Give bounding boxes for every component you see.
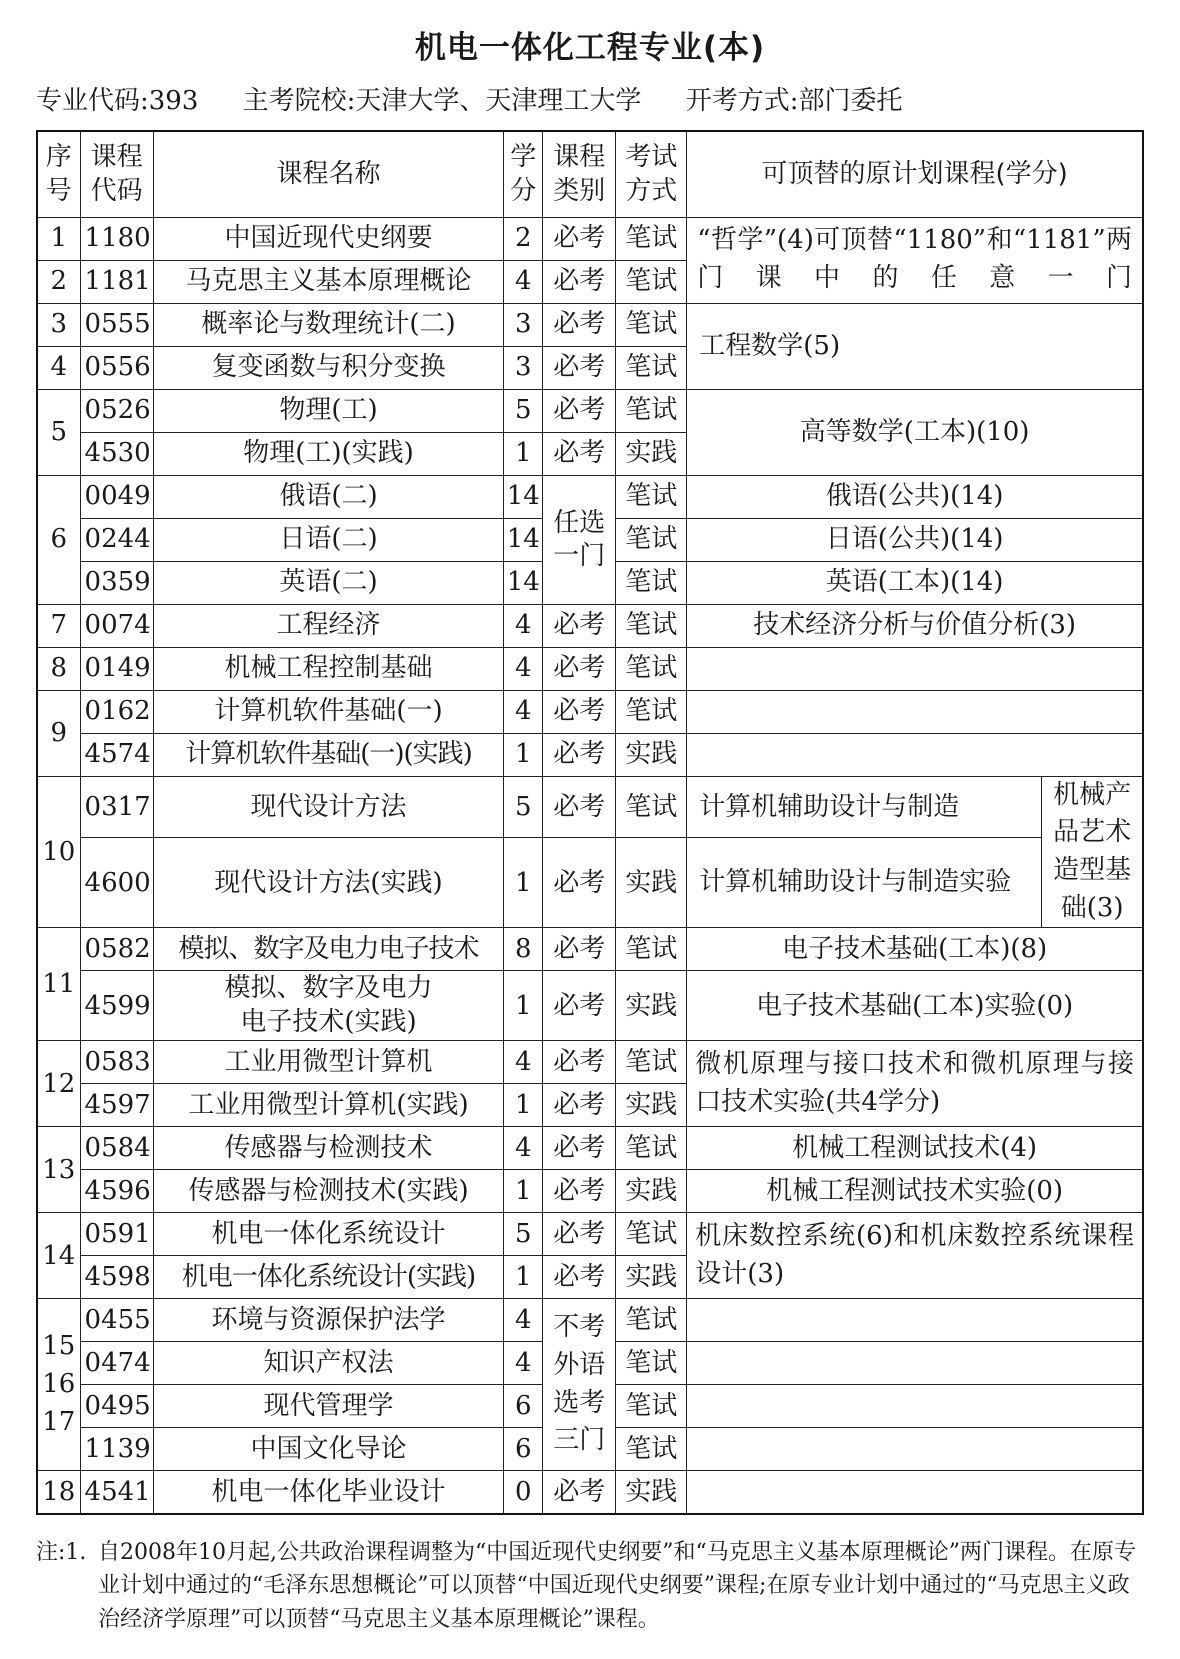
code-cell: 1181: [80, 260, 153, 303]
name-cell: 俄语(二): [153, 475, 504, 518]
type-cell: 必考: [543, 432, 616, 475]
code-cell: 1139: [80, 1428, 153, 1471]
name-cell: 中国文化导论: [153, 1428, 504, 1471]
credit-cell: 3: [504, 346, 543, 389]
replace-cell-empty: [687, 647, 1143, 690]
credit-cell: 5: [504, 1213, 543, 1256]
credit-cell: 5: [504, 776, 543, 838]
header-exam: 考试方式: [616, 131, 687, 217]
replace-cell-empty: [687, 690, 1143, 733]
replace-cell-empty: [687, 1342, 1143, 1385]
footnote-text: 自2008年10月起,公共政治课程调整为“中国近现代史纲要”和“马克思主义基本原理概论”两门课程。在原专业计划中通过的“毛泽东思想概论”可以顶替“中国近现代史纲要”课程;在原专业计划中通过的“马克思主义政治经济学原理”可以顶替“马克思主义基本原理概论”课程。: [98, 1540, 1136, 1632]
exam-cell: 笔试: [616, 303, 687, 346]
name-cell: 现代管理学: [153, 1385, 504, 1428]
type-cell: 必考: [543, 604, 616, 647]
code-cell: 4600: [80, 838, 153, 928]
credit-cell: 14: [504, 475, 543, 518]
name-line: 电子技术(实践): [240, 1006, 417, 1037]
seq-cell: 14: [37, 1213, 80, 1299]
exam-cell: 实践: [616, 838, 687, 928]
exam-cell: 笔试: [616, 1299, 687, 1342]
seq-cell: 2: [37, 260, 80, 303]
seq-cell: 13: [37, 1127, 80, 1213]
exam-cell: 实践: [616, 1256, 687, 1299]
exam-cell: 实践: [616, 1471, 687, 1514]
name-cell: 机械工程控制基础: [153, 647, 504, 690]
credit-cell: 1: [504, 1170, 543, 1213]
code-cell: 0584: [80, 1127, 153, 1170]
credit-cell: 1: [504, 733, 543, 776]
type-cell: 必考: [543, 1127, 616, 1170]
credit-cell: 4: [504, 260, 543, 303]
code-cell: 4574: [80, 733, 153, 776]
seq-cell: 12: [37, 1041, 80, 1127]
table-row: [37, 1299, 1143, 1342]
credit-cell: 4: [504, 1041, 543, 1084]
code-cell: 0455: [80, 1299, 153, 1342]
exam-cell: 笔试: [616, 690, 687, 733]
code-cell: 0359: [80, 561, 153, 604]
exam-cell: 笔试: [616, 604, 687, 647]
exam-cell: 笔试: [616, 928, 687, 971]
exam-cell: 实践: [616, 971, 687, 1041]
code-cell: 0582: [80, 928, 153, 971]
name-cell: 工业用微型计算机(实践): [153, 1084, 504, 1127]
table-row: [37, 1041, 1143, 1084]
name-cell: 工业用微型计算机: [153, 1041, 504, 1084]
course-table: [36, 130, 1144, 1515]
replace-cell: 计算机辅助设计与制造实验: [687, 838, 1042, 928]
credit-cell: 6: [504, 1428, 543, 1471]
type-cell: 必考: [543, 1213, 616, 1256]
table-row: [37, 690, 1143, 733]
code-cell: 4599: [80, 971, 153, 1041]
name-cell: 复变函数与积分变换: [153, 346, 504, 389]
replace-cell-empty: [687, 1385, 1143, 1428]
type-cell: 必考: [543, 303, 616, 346]
seq-cell: 18: [37, 1471, 80, 1514]
type-cell: 必考: [543, 1084, 616, 1127]
credit-cell: 1: [504, 1256, 543, 1299]
name-cell: 马克思主义基本原理概论: [153, 260, 504, 303]
table-row: [37, 303, 1143, 346]
credit-cell: 4: [504, 690, 543, 733]
header-replace: 可顶替的原计划课程(学分): [687, 131, 1143, 217]
credit-cell: 8: [504, 928, 543, 971]
type-cell: 必考: [543, 260, 616, 303]
table-row: [37, 604, 1143, 647]
code-cell: 4597: [80, 1084, 153, 1127]
type-cell: 必考: [543, 733, 616, 776]
seq-cell: 9: [37, 690, 80, 776]
replace-cell-empty: [687, 733, 1143, 776]
seq-cell: 1: [37, 217, 80, 260]
replace-side-cell: 机械产品艺术造型基础(3): [1042, 776, 1143, 928]
replace-cell: 机械工程测试技术(4): [687, 1127, 1143, 1170]
exam-cell: 笔试: [616, 647, 687, 690]
type-cell: 必考: [543, 838, 616, 928]
exam-cell: 笔试: [616, 346, 687, 389]
type-cell: 必考: [543, 1471, 616, 1514]
code-cell: 0583: [80, 1041, 153, 1084]
major-code: 专业代码:393: [36, 86, 199, 116]
type-cell: 必考: [543, 971, 616, 1041]
replace-cell-empty: [687, 1428, 1143, 1471]
type-cell: 必考: [543, 776, 616, 838]
name-cell: 现代设计方法(实践): [153, 838, 504, 928]
replace-cell: 电子技术基础(工本)(8): [687, 928, 1143, 971]
exam-cell: 笔试: [616, 776, 687, 838]
table-row: [37, 838, 1143, 928]
table-row: [37, 1471, 1143, 1514]
type-cell: 必考: [543, 346, 616, 389]
footnote-label: 注:1.: [36, 1540, 87, 1565]
credit-cell: 4: [504, 647, 543, 690]
name-cell: 日语(二): [153, 518, 504, 561]
header-seq: 序号: [37, 131, 80, 217]
header-name: 课程名称: [153, 131, 504, 217]
seq-cell: 11: [37, 928, 80, 1041]
credit-cell: 5: [504, 389, 543, 432]
header-code: 课程代码: [80, 131, 153, 217]
code-cell: 0244: [80, 518, 153, 561]
name-cell: 知识产权法: [153, 1342, 504, 1385]
exam-cell: 笔试: [616, 475, 687, 518]
seq-cell: 6: [37, 475, 80, 604]
name-cell: 工程经济: [153, 604, 504, 647]
type-cell: 必考: [543, 928, 616, 971]
credit-cell: 0: [504, 1471, 543, 1514]
credit-cell: 1: [504, 838, 543, 928]
credit-cell: 2: [504, 217, 543, 260]
code-cell: 4598: [80, 1256, 153, 1299]
type-cell: 必考: [543, 217, 616, 260]
name-cell: 机电一体化系统设计(实践): [153, 1256, 504, 1299]
name-cell: 传感器与检测技术: [153, 1127, 504, 1170]
table-row: [37, 971, 1143, 1041]
replace-cell: 电子技术基础(工本)实验(0): [687, 971, 1143, 1041]
exam-cell: 实践: [616, 1170, 687, 1213]
replace-cell: 日语(公共)(14): [687, 518, 1143, 561]
replace-cell: 英语(工本)(14): [687, 561, 1143, 604]
type-cell: 任选一门: [543, 475, 616, 604]
replace-cell: 工程数学(5): [687, 303, 1143, 389]
exam-cell: 笔试: [616, 1342, 687, 1385]
exam-cell: 实践: [616, 432, 687, 475]
type-cell: 必考: [543, 1041, 616, 1084]
header-credit: 学分: [504, 131, 543, 217]
table-header: [37, 131, 1143, 217]
exam-cell: 笔试: [616, 1428, 687, 1471]
seq-cell: 4: [37, 346, 80, 389]
replace-cell: 微机原理与接口技术和微机原理与接口技术实验(共4学分): [687, 1041, 1143, 1127]
name-cell: 机电一体化系统设计: [153, 1213, 504, 1256]
seq-cell: 7: [37, 604, 80, 647]
type-cell: 必考: [543, 389, 616, 432]
name-cell: 计算机软件基础(一): [153, 690, 504, 733]
seq-cell: 8: [37, 647, 80, 690]
replace-cell: 计算机辅助设计与制造: [687, 776, 1042, 838]
exam-cell: 笔试: [616, 389, 687, 432]
table-row: [37, 217, 1143, 260]
name-cell: 机电一体化毕业设计: [153, 1471, 504, 1514]
replace-cell: 机床数控系统(6)和机床数控系统课程设计(3): [687, 1213, 1143, 1299]
exam-schools: 主考院校:天津大学、天津理工大学: [242, 86, 642, 116]
code-cell: 0162: [80, 690, 153, 733]
code-cell: 0591: [80, 1213, 153, 1256]
name-cell: [153, 971, 504, 1041]
credit-cell: 3: [504, 303, 543, 346]
seq-cell: 10: [37, 776, 80, 928]
name-line: 模拟、数字及电力: [224, 972, 433, 1003]
credit-cell: 14: [504, 518, 543, 561]
seq-cell: 15 16 17: [37, 1299, 80, 1471]
name-cell: 环境与资源保护法学: [153, 1299, 504, 1342]
replace-cell: 机械工程测试技术实验(0): [687, 1170, 1143, 1213]
table-row: [37, 647, 1143, 690]
credit-cell: 4: [504, 1299, 543, 1342]
exam-cell: 笔试: [616, 1213, 687, 1256]
seq-cell: 3: [37, 303, 80, 346]
exam-cell: 笔试: [616, 518, 687, 561]
code-cell: 0555: [80, 303, 153, 346]
replace-cell-empty: [687, 1299, 1143, 1342]
header-type: 课程类别: [543, 131, 616, 217]
code-cell: 0556: [80, 346, 153, 389]
credit-cell: 1: [504, 971, 543, 1041]
name-cell: 中国近现代史纲要: [153, 217, 504, 260]
replace-cell-empty: [687, 1471, 1143, 1514]
exam-cell: 笔试: [616, 1041, 687, 1084]
code-cell: 0074: [80, 604, 153, 647]
type-cell: 必考: [543, 1170, 616, 1213]
replace-cell: 俄语(公共)(14): [687, 475, 1143, 518]
credit-cell: 14: [504, 561, 543, 604]
type-cell: 必考: [543, 1256, 616, 1299]
name-cell: 概率论与数理统计(二): [153, 303, 504, 346]
exam-cell: 笔试: [616, 1385, 687, 1428]
exam-cell: 实践: [616, 1084, 687, 1127]
table-row: [37, 1170, 1143, 1213]
code-cell: 1180: [80, 217, 153, 260]
exam-cell: 笔试: [616, 217, 687, 260]
table-row: [37, 389, 1143, 432]
credit-cell: 4: [504, 604, 543, 647]
table-row: [37, 475, 1143, 518]
credit-cell: 4: [504, 1342, 543, 1385]
name-cell: 计算机软件基础(一)(实践): [153, 733, 504, 776]
code-cell: 4596: [80, 1170, 153, 1213]
table-row: [37, 776, 1143, 838]
name-cell: 传感器与检测技术(实践): [153, 1170, 504, 1213]
type-cell: 不考外语选考三门: [543, 1299, 616, 1471]
code-cell: 0495: [80, 1385, 153, 1428]
seq-cell: 5: [37, 389, 80, 475]
code-cell: 0049: [80, 475, 153, 518]
credit-cell: 4: [504, 1127, 543, 1170]
exam-cell: 笔试: [616, 1127, 687, 1170]
table-row: [37, 733, 1143, 776]
type-cell: 必考: [543, 690, 616, 733]
code-cell: 0526: [80, 389, 153, 432]
name-cell: 物理(工)(实践): [153, 432, 504, 475]
page-title: 机电一体化工程专业(本): [414, 30, 766, 66]
name-cell: 物理(工): [153, 389, 504, 432]
replace-cell: 高等数学(工本)(10): [687, 389, 1143, 475]
credit-cell: 6: [504, 1385, 543, 1428]
name-cell: 模拟、数字及电力电子技术: [153, 928, 504, 971]
table-row: [37, 1213, 1143, 1256]
table-row: [37, 1127, 1143, 1170]
code-cell: 4530: [80, 432, 153, 475]
footnote: [36, 1536, 1144, 1636]
replace-cell: “哲学”(4)可顶替“1180”和“1181”两门课中的任意一门: [687, 217, 1143, 303]
code-cell: 0317: [80, 776, 153, 838]
name-cell: 现代设计方法: [153, 776, 504, 838]
name-cell: 英语(二): [153, 561, 504, 604]
code-cell: 0474: [80, 1342, 153, 1385]
exam-cell: 笔试: [616, 260, 687, 303]
code-cell: 4541: [80, 1471, 153, 1514]
exam-mode: 开考方式:部门委托: [685, 86, 903, 116]
replace-cell: 技术经济分析与价值分析(3): [687, 604, 1143, 647]
code-cell: 0149: [80, 647, 153, 690]
credit-cell: 1: [504, 432, 543, 475]
credit-cell: 1: [504, 1084, 543, 1127]
table-row: [37, 928, 1143, 971]
exam-cell: 笔试: [616, 561, 687, 604]
exam-cell: 实践: [616, 733, 687, 776]
type-cell: 必考: [543, 647, 616, 690]
major-info: [36, 80, 938, 117]
